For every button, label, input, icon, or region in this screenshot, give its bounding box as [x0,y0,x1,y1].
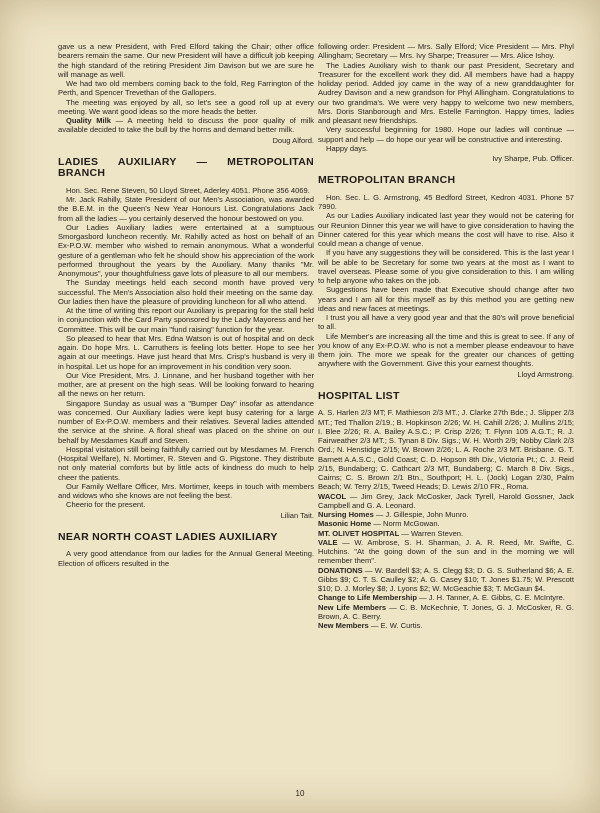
ncoast-paragraph: Happy days. [326,143,368,153]
entry-label: MT. OLIVET HOSPITAL [318,528,400,538]
intro-paragraph: gave us a new President, with Fred Elford taking the Chair; other office bearers remain the same. Our new President will have a difficult job keeping the high standard of the retiring President Jim Davison but we are sure he will manage as well. [58,42,314,79]
metro-paragraph: Singapore Sunday as usual was a "Bumper Day" insofar as attendance was concerned. Our Auxiliary ladies were kept busy catering for a large number of Ex-P.O.W. members and their relatives. Several ladies attended the service at the shrine. A floral sheaf was placed on the shrine on our behalf by Mesdames Kauff and Steven. [58,398,314,445]
entry-label: Change to Life Membership [318,593,417,603]
entry-text: — Warren Steven. [399,528,464,538]
quality-milk-text: — A meeting held to discuss the poor quality of milk available decided to take the bull by the horns and demand better milk. [58,116,314,135]
entry-label: Nursing Homes [318,510,374,519]
metro-paragraph: Hon. Sec. Rene Steven, 50 Lloyd Street, Aderley 4051. Phone 356 4069. [66,185,310,195]
metro-paragraph: Our Family Welfare Officer, Mrs. Mortimer, keeps in touch with members and widows who she knows are not feeling the best. [58,481,314,500]
left-column [58,42,314,568]
entry-label: DONATIONS [318,565,363,575]
section-heading: HOSPITAL LIST [318,389,400,402]
entry-text: — E. W. Curtis. [368,621,423,630]
metro-paragraph: The Sunday meetings held each second month have proved very successful. The Men's Association also hold their meeting on the same day. Our ladies then have the pleasure of providing luncheon for all who attend. [58,278,314,306]
ncoast-paragraph: following order: President — Mrs. Sally Elford; Vice President — Mrs. Phyl Allingham; Secretary — Mrs. Ivy Sharpe; Treasurer — Mrs. Alice Ishoy. [318,42,574,61]
hospital-entry [318,621,574,630]
signature: Ivy Sharpe, Pub. Officer. [492,154,574,163]
entry-label: WACOL [318,491,347,501]
hospital-entry [318,519,574,528]
hospital-entry [318,603,574,622]
hospital-main-list: A. S. Harlen 2/3 MT; F. Mathieson 2/3 MT.; J. Clarke 27th Bde.; J. Slipper 2/3 MT.; Ted Thallon 2/19.; B. Hopkinson 2/26; W. H. Cahill 2/26; J. Mullins 2/15; I. Blee 2/26; R. A. Bailey A.S.C.; P. Crisp 2/26; T. Flynn 105 A.G.T.; R. J. Fairweather 2/3 MT.; S. Tynan 8 Div. Sigs.; W. H. Worth 2/9; Nobby Clark 2/3 Ord.; N. Henstidge 2/15; W. Brown 2/26; L. A. Roche 2/3 MT. Brisbane. G. T. Barnett A.A.S.C., Gold Coast; C. D. Hopson 8th Div., Victoria Pt.; C. J. Reid 2/15, Bundaberg; C. Cathcart 2/3 MT, Bundaberg; C. March 8 Div. Sigs., Cairns; C. S. Brown 2/1 Btn., Southport; H. L. (Jock) Logan 2/30, Palm Beach; W. Terry 2/15, Tweed Heads; D. Lewis 2/10 FR., Roma. [318,408,574,492]
hospital-entry [318,593,574,602]
metro-paragraph: Our Ladies Auxiliary ladies were entertained at a sumptuous Smorgasbord luncheon recently. Mr. Rahilly acted as host on behalf of an Ex-P.O.W. member who wished to remain anonymous. What a wonderful gesture of a gentleman who felt he should show his appreciation of the work performed throughout the years by the Auxiliary. Many thanks "Mr. Anonymous", your thoughtfulness gave lots of pleasure to all our members. [58,222,314,278]
metro-paragraph: Hospital visitation still being faithfully carried out by Mesdames M. French (Hospital Welfare), N. Mortimer, R. Steven and G. Pigstone. They distribute not only material comforts but by little acts of kindness do much to help cheer the patients. [58,444,314,482]
hospital-entry [318,510,574,519]
entry-label: New Members [318,621,369,630]
metro2-paragraph: I trust you all have a very good year and that the 80's will prove beneficial to all. [318,313,574,332]
metro-paragraph: Our Vice President, Mrs. J. Linnane, and her husband together with her mother, are at present on the high seas. Will be looking forward to hearing all the news on her return. [58,370,314,399]
hospital-entry [318,538,574,566]
entry-text: — C. B. McKechnie, T. Jones, G. J. McCosker, R. G. Brown, A. C. Berry. [318,602,575,621]
metro2-paragraph: As our Ladies Auxiliary indicated last year they would not be catering for our Reunion Dinner this year we will have to give consideration to having the Dinner catered for this year which means the cost will have to rise. Also it could mean a change of venue. [318,211,574,248]
right-column [318,42,574,630]
entry-label: New Life Members [318,602,387,612]
metro2-paragraph: If you have any suggestions they will be considered. This is the last year I will be able to be Secretary for some two years at the most as I want to travel overseas. Please some of you give consideration to this. I am willing to help anyone who takes on the job. [318,248,574,285]
signature: Lloyd Armstrong. [517,369,574,379]
quality-milk-label: Quality Milk [66,116,111,125]
entry-text: — J. Gillespie, John Munro. [373,510,469,519]
metro-paragraph: Cheerio for the present. [66,500,146,510]
entry-label: VALE [318,537,338,547]
section-heading: METROPOLITAN BRANCH [318,174,456,187]
metro-paragraph: So pleased to hear that Mrs. Edna Watson is out of hospital and on deck again. Do hope Mrs. L. Carruthers is feeling lots better. Hope to see her again at our meetings. Have just heard that Mrs. Crisp's husband is very ill in hospital. Let us hope for an improvement in his condition very soon. [58,333,314,371]
intro-paragraph: We had two old members coming back to the fold, Reg Farrington of the Perth, and Spencer Trevethan of the Gallopers. [58,79,314,98]
hospital-entry [318,529,574,538]
metro-paragraph: Mr. Jack Rahilly, State President of our Men's Association, was awarded the B.E.M. in the Queen's New Year Honours List. Congratulations Jack from all the ladies — you certainly deserved the honour bestowed on you. [58,195,314,223]
entry-text: — W. Bardell $3; A. S. Clegg $3; D. G. S. Sutherland $6; A. E. Gibbs $9; C. T. S. Caulley $2; A. G. Casey $10; T. Jones $1.75; W. Prescott $10; D. J. Morley $8; J. Lyons $2; W. McGeachie $3; T. McGaun $4. [318,565,574,593]
metro2-paragraph: Life Member's are increasing all the time and this is great to see. If any of you know of any Ex-P.O.W. who is not a member please endeavour to have them join. The more we speak for the greater our chances of getting anywhere with the Government. Give this your earnest thoughts. [318,331,574,369]
ncoast-paragraph: Very successful beginning for 1980. Hope our ladies will continue — support and help — do hope our year will be constructive and interesting. [318,125,574,144]
entry-text: — Jim Grey, Jack McCosker, Jack Tyrell, Harold Gossner, Jack Campbell and G. A. Leonard. [318,491,574,510]
metro-paragraph: At the time of writing this report our Auxiliary is preparing for the stall held in conjunction with the Card Party sponsored by the Lady Mayoress and her Committee. This will be our main "fund raising" function for the year. [58,306,314,334]
entry-text: — W. Ambrose, S. H. Sharman, J. A. R. Reed, Mr. Swifte, C. Hutchins. "At the going down of the sun and in the morning we will remember them". [318,537,574,566]
signature: Lilian Tait. [280,510,314,520]
signature: Doug Alford. [272,135,314,145]
entry-label: Masonic Home [318,519,372,529]
hospital-entry [318,566,574,594]
quality-milk-paragraph [58,116,314,135]
ncoast-paragraph: A very good attendance from our ladies for the Annual General Meeting. Election of officers resulted in the [58,549,314,568]
metro2-paragraph: Suggestions have been made that Executive should change after two years and I am all for this myself as by this method you are getting new ideas and new faces at meetings. [318,285,574,313]
intro-paragraph: The meeting was enjoyed by all, so let's see a good roll up at every meeting. We want good ideas so the more heads the better. [58,97,314,116]
entry-text: — Norm McGowan. [371,519,440,529]
section-heading: NEAR NORTH COAST LADIES AUXILIARY [58,530,278,543]
metro2-paragraph: Hon. Sec. L. G. Armstrong, 45 Bedford Street, Kedron 4031. Phone 57 7990. [318,192,574,211]
hospital-list [318,408,574,630]
entry-text: — J. H. Tanner, A. E. Gibbs, C. E. McIntyre. [416,593,565,603]
ncoast-paragraph: The Ladies Auxiliary wish to thank our past President, Secretary and Treasurer for the excellent work they did. All members have had a happy holiday period. Added joy came in the way of a new granddaughter for Audrey Davison and a new grandson for Phyl Allingham. Congratulations to our two grandma's. We were very happy to welcome two new members, Mrs. Doris Stanborough and Mrs. Estelle Farrington. Happy times, ladies and pleasant new friendships. [318,60,574,125]
section-heading: LADIES AUXILIARY — METROPOLITAN BRANCH [58,155,314,180]
page-number: 10 [295,789,305,798]
hospital-entry [318,492,574,511]
